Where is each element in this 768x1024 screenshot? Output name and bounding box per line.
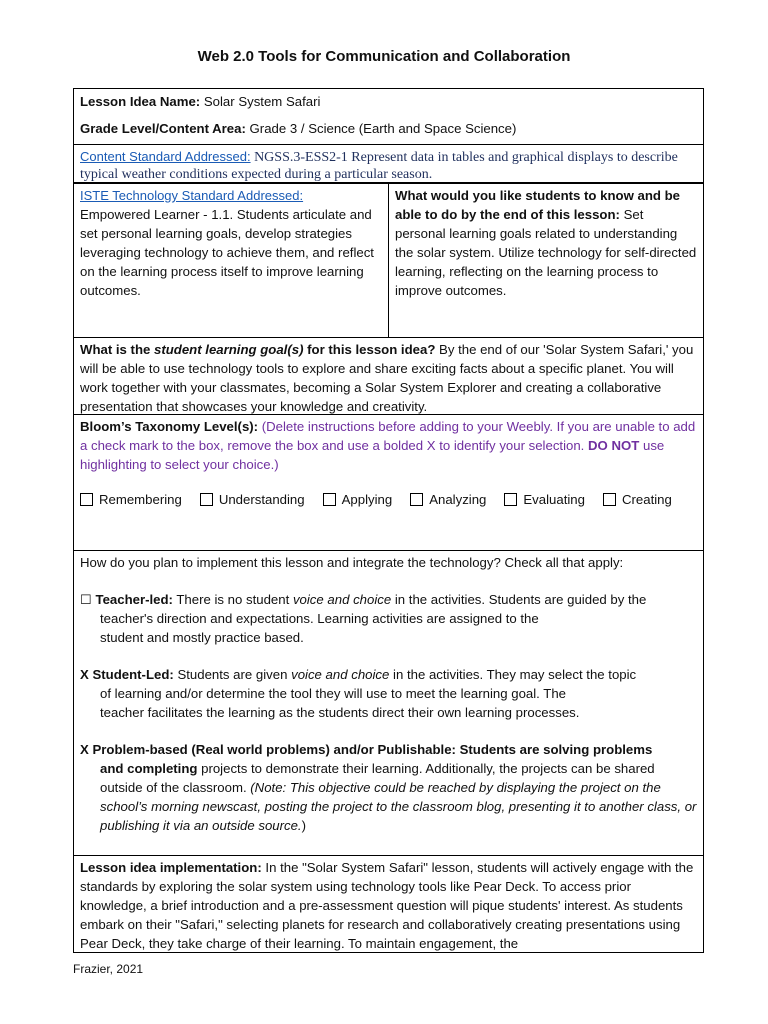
blooms-do-not: DO NOT — [588, 438, 640, 453]
implement-cell — [74, 551, 703, 856]
teacher-led-em: voice and choice — [292, 592, 392, 607]
problem-based-mark[interactable]: X — [80, 742, 89, 757]
teacher-led-text-b: in the activities. Students are guided by the — [394, 592, 647, 607]
footer: Frazier, 2021 — [73, 962, 144, 976]
checkbox-icon[interactable] — [323, 493, 336, 506]
checkbox-icon[interactable] — [603, 493, 616, 506]
checkbox-label: Applying — [341, 492, 393, 507]
teacher-led-line2: teacher's direction and expectations. Learning activities are assigned to the — [100, 611, 539, 626]
checkbox-evaluating[interactable] — [504, 490, 585, 509]
content-standard-text[interactable]: NGSS.3-ESS2-1 Represent data in tables and graphical displays to describe typical weather conditions expected during a particular season. — [80, 150, 678, 182]
goal-label-b: for this lesson idea? — [303, 342, 436, 357]
blooms-label: Bloom’s Taxonomy Level(s): — [80, 419, 259, 434]
blooms-instructions: (Delete instructions before adding to your Weebly. If you are unable to add a check mark to the box, remove the box and use a bolded X to identify your selection. — [80, 419, 696, 453]
implement-question: How do you plan to implement this lesson and integrate the technology? Check all that apply: — [80, 555, 624, 570]
problem-based-note: (Note: This objective could be reached by displaying the project on the school’s morning newscast, posting the project to the classroom blog, presenting it to another class, or publishing it via an outside source. — [100, 780, 697, 833]
teacher-led-text: There is no student — [176, 592, 290, 607]
lesson-name-label: Lesson Idea Name: — [80, 94, 201, 109]
lesson-info-cell — [74, 89, 703, 145]
page-title: Web 2.0 Tools for Communication and Collaboration — [197, 48, 571, 65]
checkbox-icon[interactable] — [200, 493, 213, 506]
iste-label[interactable]: ISTE Technology Standard Addressed: — [80, 188, 304, 203]
checkbox-creating[interactable] — [603, 490, 672, 509]
blooms-instructions-end: use highlighting to select your choice.) — [80, 438, 665, 472]
student-led-text: Students are given — [177, 667, 288, 682]
know-text[interactable]: Set personal learning goals related to understanding the solar system. Utilize technology for self-directed learning, reflecting on the learning process to improve outcomes. — [395, 207, 697, 298]
checkbox-analyzing[interactable] — [410, 490, 486, 509]
problem-based-item[interactable] — [80, 740, 697, 759]
checkbox-label: Evaluating — [523, 492, 585, 507]
student-led-line3: teacher facilitates the learning as the students direct their own learning processes. — [100, 705, 580, 720]
student-led-mark[interactable]: X — [80, 667, 89, 682]
teacher-led-line3: student and mostly practice based. — [100, 630, 304, 645]
problem-based-label: Problem-based (Real world problems) and/or Publishable: Students are solving problems — [92, 742, 653, 757]
teacher-led-label: Teacher-led: — [95, 592, 173, 607]
checkbox-icon[interactable] — [410, 493, 423, 506]
grade-value[interactable]: Grade 3 / Science (Earth and Space Science) — [249, 121, 517, 136]
checkbox-label: Creating — [621, 492, 672, 507]
checkbox-label: Analyzing — [429, 492, 487, 507]
goal-text[interactable]: By the end of our 'Solar System Safari,' you will be able to use technology tools to explore and share exciting facts about a specific planet. You will work together with your classmates, becoming a Solar System Explorer and creating a collaborative presentation that showcases your knowledge and creativity. — [80, 342, 694, 414]
lesson-name-value[interactable]: Solar System Safari — [203, 94, 321, 109]
grade-label: Grade Level/Content Area: — [80, 121, 246, 136]
student-led-line2: of learning and/or determine the tool they will use to meet the learning goal. The — [100, 686, 566, 701]
teacher-led-checkbox[interactable]: ☐ — [80, 592, 92, 607]
student-led-text-b: in the activities. They may select the topic — [393, 667, 637, 682]
problem-based-text-b: outside of the classroom. — [100, 780, 247, 795]
content-standard-cell — [74, 145, 703, 183]
blooms-checkbox-group — [80, 490, 697, 509]
problem-based-line2 — [80, 759, 697, 835]
goal-label-em: student learning goal(s) — [154, 342, 304, 357]
lesson-table — [73, 88, 704, 953]
blooms-cell — [74, 415, 703, 551]
student-led-em: voice and choice — [291, 667, 390, 682]
checkbox-applying[interactable] — [323, 490, 393, 509]
iste-cell — [74, 184, 389, 337]
goal-label-a: What is the — [80, 342, 154, 357]
know-cell — [389, 184, 703, 337]
student-led-label: Student-Led: — [92, 667, 174, 682]
checkbox-label: Understanding — [218, 492, 305, 507]
problem-based-close: ) — [301, 818, 307, 833]
implementation-text[interactable]: In the "Solar System Safari" lesson, students will actively engage with the standards by exploring the solar system using technology tools like Pear Deck. To access prior knowledge, a brief introduction and a pre-assessment question will pique students' interest. As students embark on their "Safari," selecting planets for research and collaboratively creating presentations using Pear Deck, they take charge of their learning. To maintain engagement, the — [80, 860, 694, 951]
checkbox-label: Remembering — [99, 492, 182, 507]
student-led-item[interactable] — [80, 665, 697, 684]
checkbox-icon[interactable] — [504, 493, 517, 506]
content-standard-label[interactable]: Content Standard Addressed: — [80, 149, 251, 164]
implementation-cell — [74, 856, 703, 952]
problem-based-text: projects to demonstrate their learning. Additionally, the projects can be shared — [201, 761, 655, 776]
know-label: What would you like students to know and be able to do by the end of this lesson: — [395, 188, 681, 222]
standards-row — [74, 183, 703, 338]
checkbox-remembering[interactable] — [80, 490, 182, 509]
checkbox-understanding[interactable] — [200, 490, 305, 509]
implementation-label: Lesson idea implementation: — [80, 860, 262, 875]
problem-based-bold: and completing — [100, 761, 198, 776]
learning-goal-cell — [74, 338, 703, 415]
teacher-led-item[interactable] — [80, 590, 697, 609]
iste-text[interactable]: Empowered Learner - 1.1. Students articulate and set personal learning goals, develop strategies leveraging technology to achieve them, and reflect on the learning process itself to improve learning outcomes. — [80, 207, 374, 298]
checkbox-icon[interactable] — [80, 493, 93, 506]
